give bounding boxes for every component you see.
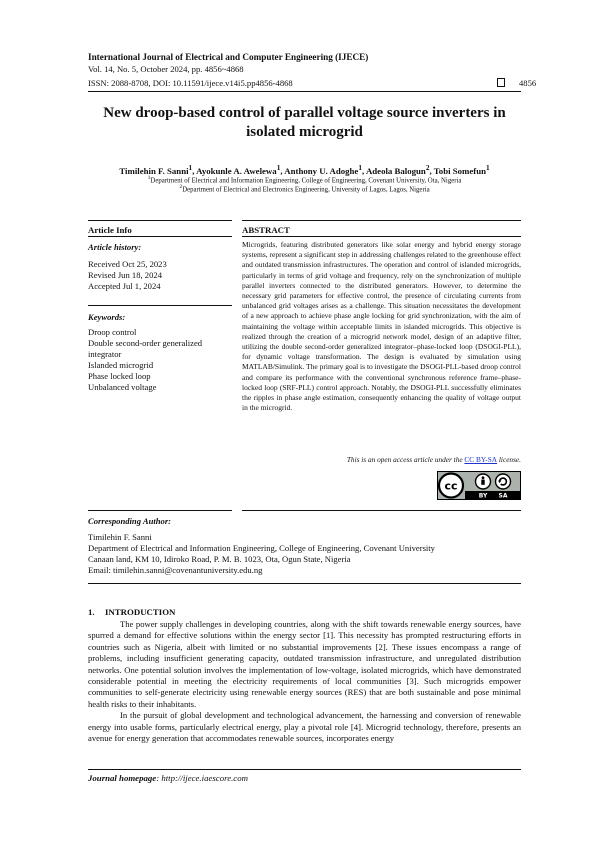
aff-sup: 1	[147, 175, 151, 181]
info-bottom-rule	[88, 510, 232, 511]
square-icon	[497, 78, 505, 87]
section-number: 1.	[88, 607, 95, 617]
corresponding-heading: Corresponding Author:	[88, 516, 172, 526]
author-sup: 1	[188, 163, 193, 172]
abstract-text: Microgrids, featuring distributed generators like solar energy and hybrid energy storage systems, represent a significant step in addressing challenges related to the greenhouse effect and outdated transmission infrastructures. The operation and control of islanded microgrids, particularly in terms of grid voltage and frequency, rely on the synchronization of multiple parallel inverters connected to the distributed generators. However, to determine the necessary grid parameters for effective control, the presence of circulating currents from unbalanced grid voltages arises as a challenge. This situation necessitates the development of a new approach to achieve phase angle locking for grid synchronization, with the aim of maintaining the voltage within acceptable limits in islanded microgrids. This objective is realized through the creation of a microgrid network model, design of an adaptive filter, utilizing the double second-order generalized integrator–phase-locked loop (DSOGI-PLL), for dynamic voltage transformation. The design is evaluated by simulation using MATLAB/Simulink. The primary goal is to investigate the DSOGI-PLL-based droop control and compare its performance with the conventional synchronous reference frame–phase-locked loop (SRF-PLL) control approach. Notably, the DSOGI-PLL successfully eliminates the ripples in phase angle estimation, consequently enhancing the quality of voltage output in the microgrid.	[242, 240, 521, 413]
keyword-item: Phase locked loop	[88, 371, 151, 381]
volume-line: Vol. 14, No. 5, October 2024, pp. 4856~4868	[88, 64, 244, 74]
received-date: Received Oct 25, 2023	[88, 259, 167, 269]
oa-suffix: license.	[497, 455, 521, 464]
footer-rule	[88, 769, 521, 770]
svg-text:cc: cc	[444, 479, 458, 493]
journal-name: International Journal of Electrical and Computer Engineering (IJECE)	[88, 52, 369, 62]
history-heading: Article history:	[88, 242, 142, 252]
corresponding-dept: Department of Electrical and Information Engineering, College of Engineering, Covenant University	[88, 543, 435, 553]
author-name: Tobi Somefun	[433, 165, 486, 176]
keyword-item: Islanded microgrid	[88, 360, 154, 370]
paper-title: New droop-based control of parallel voltage source inverters in isolated microgrid	[103, 105, 506, 140]
header-rule	[88, 91, 521, 92]
affiliation-2	[88, 184, 521, 193]
author-name: Timilehin F. Sanni	[119, 165, 189, 176]
intro-body	[88, 619, 521, 744]
aff-text: Department of Electrical and Electronics Engineering, University of Lagos, Lagos, Nigeria	[182, 186, 430, 194]
affiliation-1	[88, 175, 521, 184]
intro-paragraph-1: The power supply challenges in developing countries, along with the shift towards renewable energy sources, have spurred a demand for effective solutions within the energy sector [1]. This necessity has prompted restructuring efforts in countries such as Nigeria, albeit with limited or no substantial improvements [2]. These issues encompass a range of problems, including insufficient generating capacity, outdated transmission infrastructure, and unregulated distribution networks. One potential solution involves the implementation of low-voltage, isolated microgrids, which have demonstrated considerable potential in meeting the electricity requirements of local communities [3]. Such microgrids empower communities to self-generate electricity using renewable energy sources (RES) that are both sustainable and pose minimal health risks to their inhabitants.	[88, 619, 521, 709]
journal-homepage	[88, 773, 248, 783]
cc-by-sa-link[interactable]: CC BY-SA	[464, 455, 498, 464]
keywords-rule	[88, 305, 232, 306]
section-title: INTRODUCTION	[105, 607, 176, 617]
aff-sup: 2	[179, 184, 183, 190]
abstract-top-rule	[242, 220, 521, 221]
homepage-url[interactable]: : http://ijece.iaescore.com	[156, 773, 248, 783]
author-list: Timilehin F. Sanni$^1$, Ayokunle A. Awelewa$^1$, Anthony U. Adoghe$^1$, Adeola Balogun$^2$, Tobi Somefun$^1$	[119, 163, 490, 176]
author-sup: 2	[425, 163, 430, 172]
author-sup: 1	[485, 163, 490, 172]
author-name: Adeola Balogun	[365, 165, 426, 176]
keyword-item: Droop control	[88, 327, 137, 337]
article-info-heading: Article Info	[88, 225, 132, 235]
badge-sa: SA	[498, 492, 508, 500]
author-sup: 1	[276, 163, 281, 172]
info-sub-rule	[88, 236, 232, 237]
section-heading	[88, 607, 175, 617]
abstract-bottom-rule	[242, 510, 521, 511]
abstract-heading: ABSTRACT	[242, 225, 290, 235]
abstract-sub-rule	[242, 236, 521, 237]
cc-license-badge[interactable]	[437, 471, 521, 500]
article-history	[88, 259, 232, 292]
corresponding-address: Canaan land, KM 10, Idiroko Road, P. M. B. 1023, Ota, Ogun State, Nigeria	[88, 554, 351, 564]
corresponding-rule	[88, 583, 521, 584]
keywords-heading: Keywords:	[88, 312, 126, 322]
aff-text: Department of Electrical and Information Engineering, College of Engineering, Covenant University, Ota, Nigeria	[150, 177, 462, 185]
revised-date: Revised Jun 18, 2024	[88, 270, 162, 280]
badge-by: BY	[478, 492, 488, 500]
keyword-item: Double second-order generalized integrator	[88, 338, 203, 359]
corresponding-block	[88, 532, 521, 576]
cc-license-icon	[437, 471, 521, 500]
intro-paragraph-2: In the pursuit of global development and technological advancement, the harnessing and conversion of renewable energy into usable forms, particularly electrical energy, play a pivotal role [4]. Microgrid technology, therefore, presents an avenue for energy generation that accommodates renewable sources, incorporates energy	[88, 710, 521, 744]
corresponding-email[interactable]: Email: timilehin.sanni@covenantuniversity.edu.ng	[88, 565, 263, 575]
page-number-text: 4856	[519, 78, 537, 88]
page-number	[497, 78, 536, 88]
corresponding-name: Timilehin F. Sanni	[88, 532, 152, 542]
info-top-rule	[88, 220, 232, 221]
accepted-date: Accepted Jul 1, 2024	[88, 281, 161, 291]
keyword-item: Unbalanced voltage	[88, 382, 157, 392]
author-name: Ayokunle A. Awelewa	[196, 165, 277, 176]
author-sup: 1	[358, 163, 363, 172]
keyword-list	[88, 327, 236, 393]
homepage-label: Journal homepage	[88, 773, 157, 783]
author-name: Anthony U. Adoghe	[284, 165, 359, 176]
open-access-line	[242, 455, 521, 464]
issn-line: ISSN: 2088-8708, DOI: 10.11591/ijece.v14i5.pp4856-4868	[88, 78, 293, 88]
oa-prefix: This is an open access article under the	[346, 455, 465, 464]
